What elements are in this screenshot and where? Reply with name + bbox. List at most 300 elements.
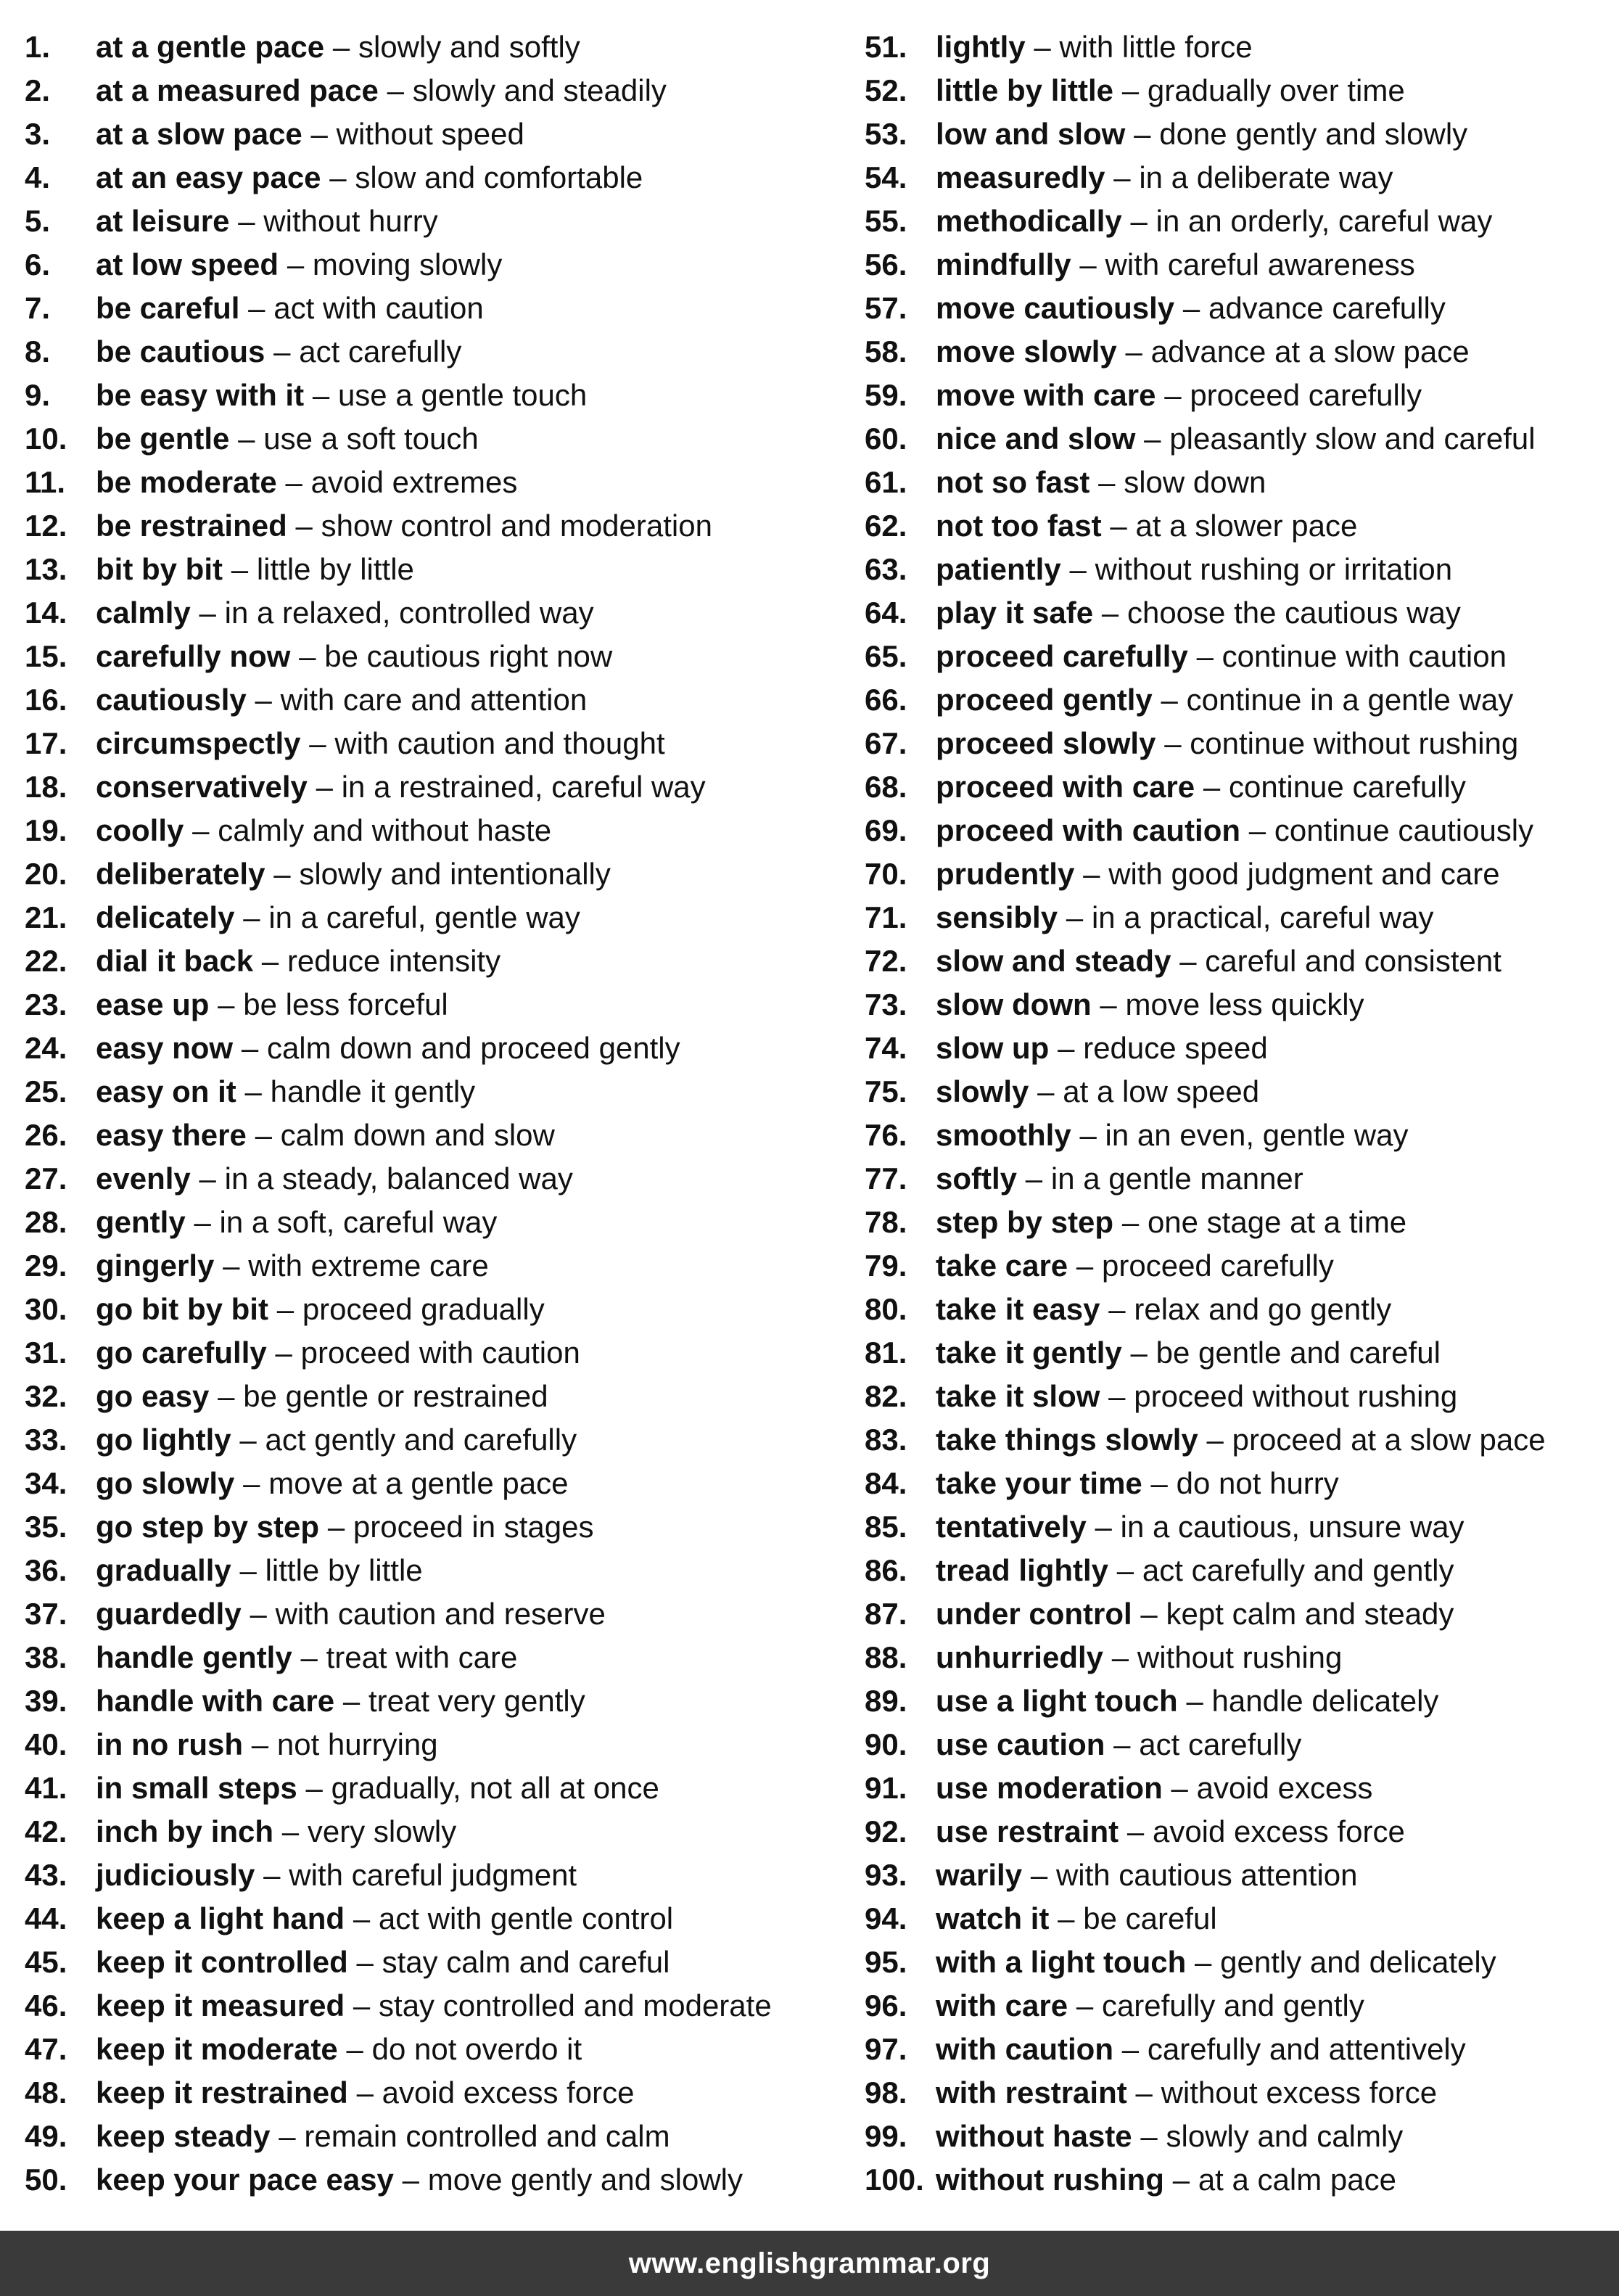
item-number: 67. xyxy=(865,726,907,760)
item-term: slowly xyxy=(936,1074,1029,1108)
item-separator: – xyxy=(250,1597,267,1631)
item-definition: without hurry xyxy=(263,204,438,238)
item-number: 74. xyxy=(865,1031,907,1065)
item-separator: – xyxy=(1058,1031,1075,1065)
list-item xyxy=(865,635,1612,678)
word-list-right-column xyxy=(865,25,1612,2202)
item-separator: – xyxy=(241,1031,259,1065)
list-item xyxy=(25,156,830,199)
item-definition: reduce intensity xyxy=(287,944,501,978)
list-item xyxy=(25,678,830,722)
item-definition: proceed carefully xyxy=(1190,378,1422,412)
list-item xyxy=(25,1941,830,1984)
list-item xyxy=(865,1418,1612,1462)
item-number: 56. xyxy=(865,247,907,281)
item-separator: – xyxy=(1083,857,1100,891)
item-term: at a slow pace xyxy=(96,117,302,151)
item-separator: – xyxy=(300,1640,318,1674)
item-definition: slowly and intentionally xyxy=(299,857,611,891)
item-definition: pleasantly slow and careful xyxy=(1169,421,1536,456)
item-separator: – xyxy=(238,421,255,456)
item-number: 73. xyxy=(865,987,907,1021)
item-separator: – xyxy=(261,944,279,978)
item-separator: – xyxy=(1108,1379,1126,1413)
item-separator: – xyxy=(218,1379,235,1413)
item-separator: – xyxy=(273,334,291,369)
item-term: delicately xyxy=(96,900,235,934)
item-separator: – xyxy=(353,1901,371,1935)
list-item xyxy=(865,852,1612,896)
list-item xyxy=(25,1331,830,1375)
list-item xyxy=(25,417,830,461)
list-item xyxy=(865,1462,1612,1505)
item-definition: in an orderly, careful way xyxy=(1155,204,1493,238)
list-item xyxy=(25,722,830,765)
item-term: be cautious xyxy=(96,334,265,369)
item-number: 13. xyxy=(25,552,67,586)
item-definition: treat with care xyxy=(326,1640,518,1674)
item-term: under control xyxy=(936,1597,1132,1631)
item-number: 36. xyxy=(25,1553,67,1587)
item-number: 33. xyxy=(25,1423,67,1457)
item-definition: done gently and slowly xyxy=(1159,117,1468,151)
item-separator: – xyxy=(305,1771,323,1805)
item-definition: do not hurry xyxy=(1176,1466,1339,1500)
item-separator: – xyxy=(239,1553,257,1587)
item-definition: with extreme care xyxy=(248,1248,489,1283)
list-item xyxy=(25,1897,830,1941)
item-separator: – xyxy=(1161,683,1178,717)
item-separator: – xyxy=(1140,1597,1158,1631)
item-definition: proceed without rushing xyxy=(1134,1379,1458,1413)
item-number: 63. xyxy=(865,552,907,586)
item-separator: – xyxy=(332,30,350,64)
item-number: 66. xyxy=(865,683,907,717)
item-number: 88. xyxy=(865,1640,907,1674)
item-definition: continue cautiously xyxy=(1274,813,1534,847)
item-number: 23. xyxy=(25,987,67,1021)
list-item xyxy=(865,417,1612,461)
item-term: in small steps xyxy=(96,1771,297,1805)
item-separator: – xyxy=(275,1336,292,1370)
item-number: 24. xyxy=(25,1031,67,1065)
item-number: 26. xyxy=(25,1118,67,1152)
item-definition: with careful judgment xyxy=(289,1858,577,1892)
item-number: 27. xyxy=(25,1161,67,1196)
list-item xyxy=(25,1723,830,1766)
item-separator: – xyxy=(1079,247,1097,281)
item-number: 89. xyxy=(865,1684,907,1718)
item-separator: – xyxy=(244,1074,262,1108)
item-number: 91. xyxy=(865,1771,907,1805)
item-separator: – xyxy=(1144,421,1161,456)
item-term: keep it controlled xyxy=(96,1945,348,1979)
item-separator: – xyxy=(263,1858,281,1892)
item-number: 48. xyxy=(25,2075,67,2110)
item-separator: – xyxy=(1095,1510,1112,1544)
list-item xyxy=(865,1505,1612,1549)
item-separator: – xyxy=(1134,117,1151,151)
item-number: 85. xyxy=(865,1510,907,1544)
list-item xyxy=(25,1244,830,1288)
item-term: conservatively xyxy=(96,770,308,804)
item-term: inch by inch xyxy=(96,1814,274,1848)
list-item xyxy=(865,1897,1612,1941)
list-item xyxy=(865,25,1612,69)
item-definition: act gently and carefully xyxy=(265,1423,577,1457)
item-separator: – xyxy=(1108,1292,1126,1326)
item-number: 3. xyxy=(25,117,51,151)
list-item xyxy=(865,1244,1612,1288)
item-separator: – xyxy=(1100,987,1117,1021)
item-number: 46. xyxy=(25,1988,67,2023)
item-term: with a light touch xyxy=(936,1945,1187,1979)
list-item xyxy=(25,1810,830,1853)
item-number: 17. xyxy=(25,726,67,760)
item-definition: choose the cautious way xyxy=(1126,596,1461,630)
item-definition: with little force xyxy=(1059,30,1253,64)
item-definition: without rushing or irritation xyxy=(1095,552,1453,586)
item-number: 41. xyxy=(25,1771,67,1805)
item-number: 82. xyxy=(865,1379,907,1413)
item-number: 71. xyxy=(865,900,907,934)
list-item xyxy=(25,1288,830,1331)
item-number: 55. xyxy=(865,204,907,238)
item-separator: – xyxy=(1186,1684,1203,1718)
list-item xyxy=(865,287,1612,330)
item-number: 95. xyxy=(865,1945,907,1979)
item-definition: proceed carefully xyxy=(1102,1248,1334,1283)
item-separator: – xyxy=(1025,1161,1043,1196)
list-item xyxy=(25,548,830,591)
item-number: 54. xyxy=(865,160,907,194)
item-term: at an easy pace xyxy=(96,160,321,194)
item-number: 87. xyxy=(865,1597,907,1631)
item-term: be easy with it xyxy=(96,378,305,412)
list-item xyxy=(25,939,830,983)
item-separator: – xyxy=(1150,1466,1168,1500)
item-separator: – xyxy=(1076,1248,1094,1283)
item-number: 42. xyxy=(25,1814,67,1848)
item-number: 9. xyxy=(25,378,51,412)
item-separator: – xyxy=(1034,30,1051,64)
item-definition: proceed with caution xyxy=(300,1336,580,1370)
item-term: easy there xyxy=(96,1118,247,1152)
item-definition: proceed at a slow pace xyxy=(1232,1423,1546,1457)
item-definition: be cautious right now xyxy=(324,639,613,673)
item-number: 39. xyxy=(25,1684,67,1718)
item-term: dial it back xyxy=(96,944,254,978)
item-separator: – xyxy=(316,770,333,804)
list-item xyxy=(25,1026,830,1070)
item-definition: slow down xyxy=(1124,465,1266,499)
item-separator: – xyxy=(1164,378,1182,412)
list-item xyxy=(865,1070,1612,1114)
item-term: bit by bit xyxy=(96,552,223,586)
item-number: 49. xyxy=(25,2119,67,2153)
list-item xyxy=(25,2028,830,2071)
item-number: 2. xyxy=(25,73,51,107)
item-term: handle with care xyxy=(96,1684,335,1718)
item-separator: – xyxy=(1030,1858,1048,1892)
list-item xyxy=(25,25,830,69)
item-number: 15. xyxy=(25,639,67,673)
item-term: be gentle xyxy=(96,421,230,456)
list-item xyxy=(25,504,830,548)
item-definition: calmly and without haste xyxy=(218,813,552,847)
list-item xyxy=(25,1418,830,1462)
item-number: 32. xyxy=(25,1379,67,1413)
item-separator: – xyxy=(329,160,347,194)
item-term: carefully now xyxy=(96,639,291,673)
list-item xyxy=(25,765,830,809)
list-item xyxy=(25,896,830,939)
item-number: 31. xyxy=(25,1336,67,1370)
item-term: go lightly xyxy=(96,1423,231,1457)
item-term: slow up xyxy=(936,1031,1050,1065)
item-number: 28. xyxy=(25,1205,67,1239)
item-number: 40. xyxy=(25,1727,67,1761)
website-url[interactable]: www.englishgrammar.org xyxy=(628,2247,991,2279)
item-separator: – xyxy=(279,2119,296,2153)
list-item xyxy=(865,504,1612,548)
list-item xyxy=(865,69,1612,112)
item-term: without haste xyxy=(936,2119,1132,2153)
list-item xyxy=(25,69,830,112)
item-term: use moderation xyxy=(936,1771,1163,1805)
item-number: 96. xyxy=(865,1988,907,2023)
item-definition: be gentle or restrained xyxy=(243,1379,548,1413)
item-definition: reduce speed xyxy=(1083,1031,1268,1065)
item-term: with restraint xyxy=(936,2075,1127,2110)
item-number: 38. xyxy=(25,1640,67,1674)
item-term: warily xyxy=(936,1858,1023,1892)
item-number: 90. xyxy=(865,1727,907,1761)
item-number: 18. xyxy=(25,770,67,804)
item-separator: – xyxy=(1121,2032,1140,2066)
item-definition: stay controlled and moderate xyxy=(379,1988,772,2023)
item-term: step by step xyxy=(936,1205,1114,1239)
list-item xyxy=(865,678,1612,722)
item-separator: – xyxy=(285,465,302,499)
list-item xyxy=(25,1679,830,1723)
item-term: be careful xyxy=(96,291,240,325)
item-separator: – xyxy=(1130,204,1148,238)
item-term: little by little xyxy=(936,73,1114,107)
item-term: move cautiously xyxy=(936,291,1175,325)
item-definition: at a slower pace xyxy=(1135,509,1358,543)
list-item xyxy=(865,1810,1612,1853)
item-definition: act with caution xyxy=(273,291,484,325)
item-number: 19. xyxy=(25,813,67,847)
item-term: go easy xyxy=(96,1379,210,1413)
item-definition: with caution and thought xyxy=(334,726,665,760)
item-number: 43. xyxy=(25,1858,67,1892)
item-definition: show control and moderation xyxy=(321,509,712,543)
item-definition: at a low speed xyxy=(1063,1074,1260,1108)
item-separator: – xyxy=(218,987,235,1021)
item-number: 29. xyxy=(25,1248,67,1283)
item-definition: very slowly xyxy=(307,1814,457,1848)
item-separator: – xyxy=(310,117,328,151)
item-number: 60. xyxy=(865,421,907,456)
item-number: 11. xyxy=(25,465,66,499)
item-number: 1. xyxy=(25,30,51,64)
list-item xyxy=(865,809,1612,852)
list-item xyxy=(25,243,830,287)
list-item xyxy=(865,156,1612,199)
item-term: go slowly xyxy=(96,1466,235,1500)
item-separator: – xyxy=(199,596,216,630)
item-term: low and slow xyxy=(936,117,1126,151)
item-term: mindfully xyxy=(936,247,1071,281)
item-definition: avoid excess force xyxy=(1152,1814,1405,1848)
item-term: proceed with care xyxy=(936,770,1195,804)
item-definition: at a calm pace xyxy=(1198,2163,1396,2197)
list-item xyxy=(25,809,830,852)
list-item xyxy=(25,2115,830,2158)
item-separator: – xyxy=(1110,509,1127,543)
item-number: 80. xyxy=(865,1292,907,1326)
item-number: 47. xyxy=(25,2032,67,2066)
item-definition: avoid excess xyxy=(1196,1771,1373,1805)
item-separator: – xyxy=(1195,1945,1212,1979)
item-number: 61. xyxy=(865,465,907,499)
item-number: 77. xyxy=(865,1161,907,1196)
item-separator: – xyxy=(276,1292,294,1326)
item-term: in no rush xyxy=(96,1727,243,1761)
list-item xyxy=(865,548,1612,591)
item-separator: – xyxy=(1101,596,1119,630)
item-separator: – xyxy=(1058,1901,1075,1935)
list-item xyxy=(865,2028,1612,2071)
item-separator: – xyxy=(1182,291,1200,325)
item-definition: gradually over time xyxy=(1147,73,1405,107)
item-definition: with careful awareness xyxy=(1105,247,1415,281)
item-term: keep it moderate xyxy=(96,2032,338,2066)
item-separator: – xyxy=(1206,1423,1224,1457)
item-number: 35. xyxy=(25,1510,67,1544)
item-term: go bit by bit xyxy=(96,1292,268,1326)
item-term: move slowly xyxy=(936,334,1117,369)
item-definition: in a careful, gentle way xyxy=(268,900,580,934)
footer-bar xyxy=(0,2231,1619,2296)
item-number: 79. xyxy=(865,1248,907,1283)
item-term: easy now xyxy=(96,1031,234,1065)
item-term: take it slow xyxy=(936,1379,1100,1413)
item-term: at low speed xyxy=(96,247,279,281)
item-term: with care xyxy=(936,1988,1068,2023)
item-definition: handle delicately xyxy=(1211,1684,1439,1718)
item-definition: stay calm and careful xyxy=(382,1945,670,1979)
item-definition: slowly and steadily xyxy=(412,73,667,107)
item-definition: gently and delicately xyxy=(1220,1945,1496,1979)
item-definition: slowly and calmly xyxy=(1166,2119,1404,2153)
item-number: 69. xyxy=(865,813,907,847)
item-term: keep steady xyxy=(96,2119,271,2153)
item-term: at a gentle pace xyxy=(96,30,325,64)
item-separator: – xyxy=(1130,1336,1148,1370)
item-definition: be gentle and careful xyxy=(1155,1336,1441,1370)
item-number: 25. xyxy=(25,1074,67,1108)
item-separator: – xyxy=(1113,1727,1131,1761)
item-definition: continue carefully xyxy=(1228,770,1466,804)
item-number: 22. xyxy=(25,944,67,978)
list-item xyxy=(865,1026,1612,1070)
item-number: 52. xyxy=(865,73,907,107)
item-term: watch it xyxy=(936,1901,1050,1935)
item-term: lightly xyxy=(936,30,1026,64)
item-term: take it easy xyxy=(936,1292,1100,1326)
item-term: play it safe xyxy=(936,596,1094,630)
item-number: 51. xyxy=(865,30,907,64)
item-definition: with caution and reserve xyxy=(275,1597,606,1631)
item-definition: in a deliberate way xyxy=(1139,160,1393,194)
item-term: go carefully xyxy=(96,1336,267,1370)
item-term: coolly xyxy=(96,813,184,847)
item-separator: – xyxy=(1135,2075,1153,2110)
item-separator: – xyxy=(287,247,305,281)
list-item xyxy=(865,1723,1612,1766)
item-number: 100. xyxy=(865,2163,924,2197)
item-term: tread lightly xyxy=(936,1553,1109,1587)
item-separator: – xyxy=(1116,1553,1134,1587)
item-separator: – xyxy=(1179,944,1197,978)
list-item xyxy=(865,199,1612,243)
item-number: 99. xyxy=(865,2119,907,2153)
item-number: 34. xyxy=(25,1466,67,1500)
item-number: 98. xyxy=(865,2075,907,2110)
item-separator: – xyxy=(273,857,291,891)
list-item xyxy=(865,2115,1612,2158)
item-term: not too fast xyxy=(936,509,1102,543)
item-definition: use a soft touch xyxy=(263,421,479,456)
item-definition: relax and go gently xyxy=(1134,1292,1392,1326)
list-item xyxy=(865,1288,1612,1331)
list-item xyxy=(25,1375,830,1418)
item-term: handle gently xyxy=(96,1640,292,1674)
item-definition: continue in a gentle way xyxy=(1186,683,1514,717)
item-separator: – xyxy=(255,1118,272,1152)
item-definition: carefully and gently xyxy=(1101,1988,1364,2023)
item-separator: – xyxy=(243,1466,260,1500)
item-separator: – xyxy=(1196,639,1214,673)
item-term: move with care xyxy=(936,378,1156,412)
item-number: 16. xyxy=(25,683,67,717)
list-item xyxy=(25,2071,830,2115)
item-separator: – xyxy=(402,2163,420,2197)
item-number: 45. xyxy=(25,1945,67,1979)
item-definition: without speed xyxy=(336,117,524,151)
item-term: sensibly xyxy=(936,900,1058,934)
item-term: take care xyxy=(936,1248,1068,1283)
list-item xyxy=(25,1114,830,1157)
item-term: take things slowly xyxy=(936,1423,1198,1457)
item-number: 83. xyxy=(865,1423,907,1457)
item-term: measuredly xyxy=(936,160,1105,194)
list-item xyxy=(25,1070,830,1114)
item-definition: act carefully xyxy=(299,334,462,369)
item-definition: treat very gently xyxy=(368,1684,585,1718)
list-item xyxy=(865,1201,1612,1244)
item-number: 4. xyxy=(25,160,51,194)
list-item xyxy=(25,635,830,678)
item-term: keep a light hand xyxy=(96,1901,345,1935)
item-separator: – xyxy=(1098,465,1116,499)
item-number: 53. xyxy=(865,117,907,151)
item-term: be moderate xyxy=(96,465,277,499)
item-separator: – xyxy=(1125,334,1142,369)
